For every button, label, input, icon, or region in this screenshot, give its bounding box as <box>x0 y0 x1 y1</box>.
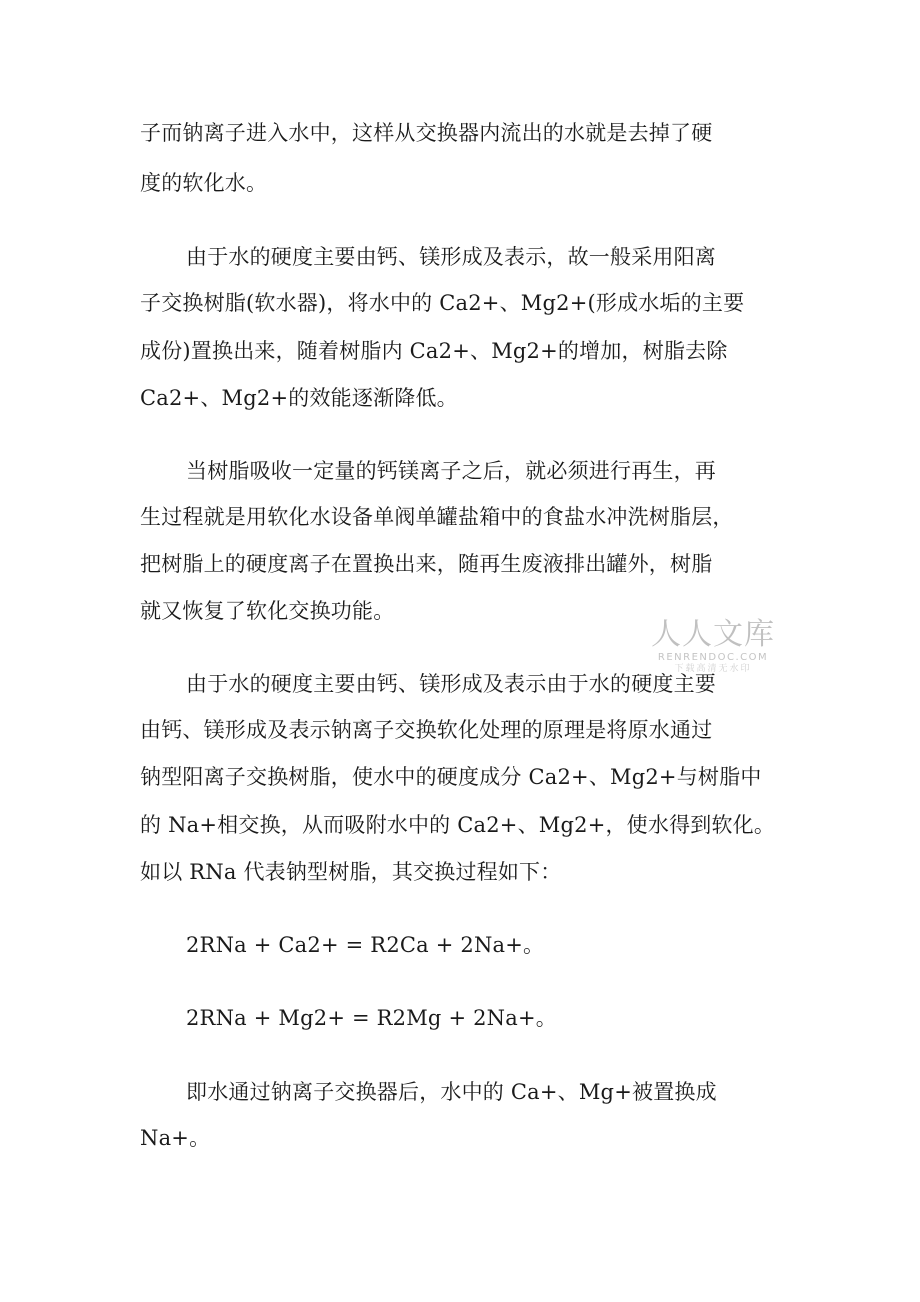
paragraph-5-line-1: 即水通过钠离子交换器后，水中的 Ca+、Mg+被置换成 <box>186 1080 717 1104</box>
paragraph-1-line-2: 度的软化水。 <box>140 171 268 195</box>
paragraph-4-line-3: 钠型阳离子交换树脂，使水中的硬度成分 Ca2+、Mg2+与树脂中 <box>140 765 762 789</box>
paragraph-4-line-5: 如以 RNa 代表钠型树脂，其交换过程如下： <box>140 860 562 884</box>
watermark-main-text: 人人文库 <box>651 617 775 652</box>
paragraph-3-line-1: 当树脂吸收一定量的钙镁离子之后，就必须进行再生，再 <box>186 459 716 483</box>
paragraph-2-line-2: 子交换树脂(软水器)，将水中的 Ca2+、Mg2+(形成水垢的主要 <box>140 291 745 315</box>
paragraph-1-line-1: 子而钠离子进入水中，这样从交换器内流出的水就是去掉了硬 <box>140 121 713 145</box>
paragraph-3-line-2: 生过程就是用软化水设备单阀单罐盐箱中的食盐水冲洗树脂层， <box>140 505 734 529</box>
equation-calcium: 2RNa + Ca2+ = R2Ca + 2Na+。 <box>186 933 545 957</box>
paragraph-2-line-4: Ca2+、Mg2+的效能逐渐降低。 <box>140 386 458 410</box>
equation-magnesium: 2RNa + Mg2+ = R2Mg + 2Na+。 <box>186 1006 557 1030</box>
paragraph-3-line-3: 把树脂上的硬度离子在置换出来，随再生废液排出罐外，树脂 <box>140 552 713 576</box>
watermark-site-text: RENRENDOC.COM <box>657 652 769 663</box>
paragraph-4-line-4: 的 Na+相交换，从而吸附水中的 Ca2+、Mg2+，使水得到软化。 <box>140 813 776 837</box>
renrendoc-watermark <box>648 618 778 674</box>
paragraph-2-line-1: 由于水的硬度主要由钙、镁形成及表示，故一般采用阳离 <box>186 245 716 269</box>
paragraph-3-line-4: 就又恢复了软化交换功能。 <box>140 599 395 623</box>
paragraph-4-line-1: 由于水的硬度主要由钙、镁形成及表示由于水的硬度主要 <box>186 672 716 696</box>
paragraph-5-line-2: Na+。 <box>140 1126 211 1150</box>
paragraph-4-line-2: 由钙、镁形成及表示钠离子交换软化处理的原理是将原水通过 <box>140 718 713 742</box>
paragraph-2-line-3: 成份)置换出来，随着树脂内 Ca2+、Mg2+的增加，树脂去除 <box>140 339 728 363</box>
watermark-tagline: 下载高清无水印 <box>674 664 752 674</box>
